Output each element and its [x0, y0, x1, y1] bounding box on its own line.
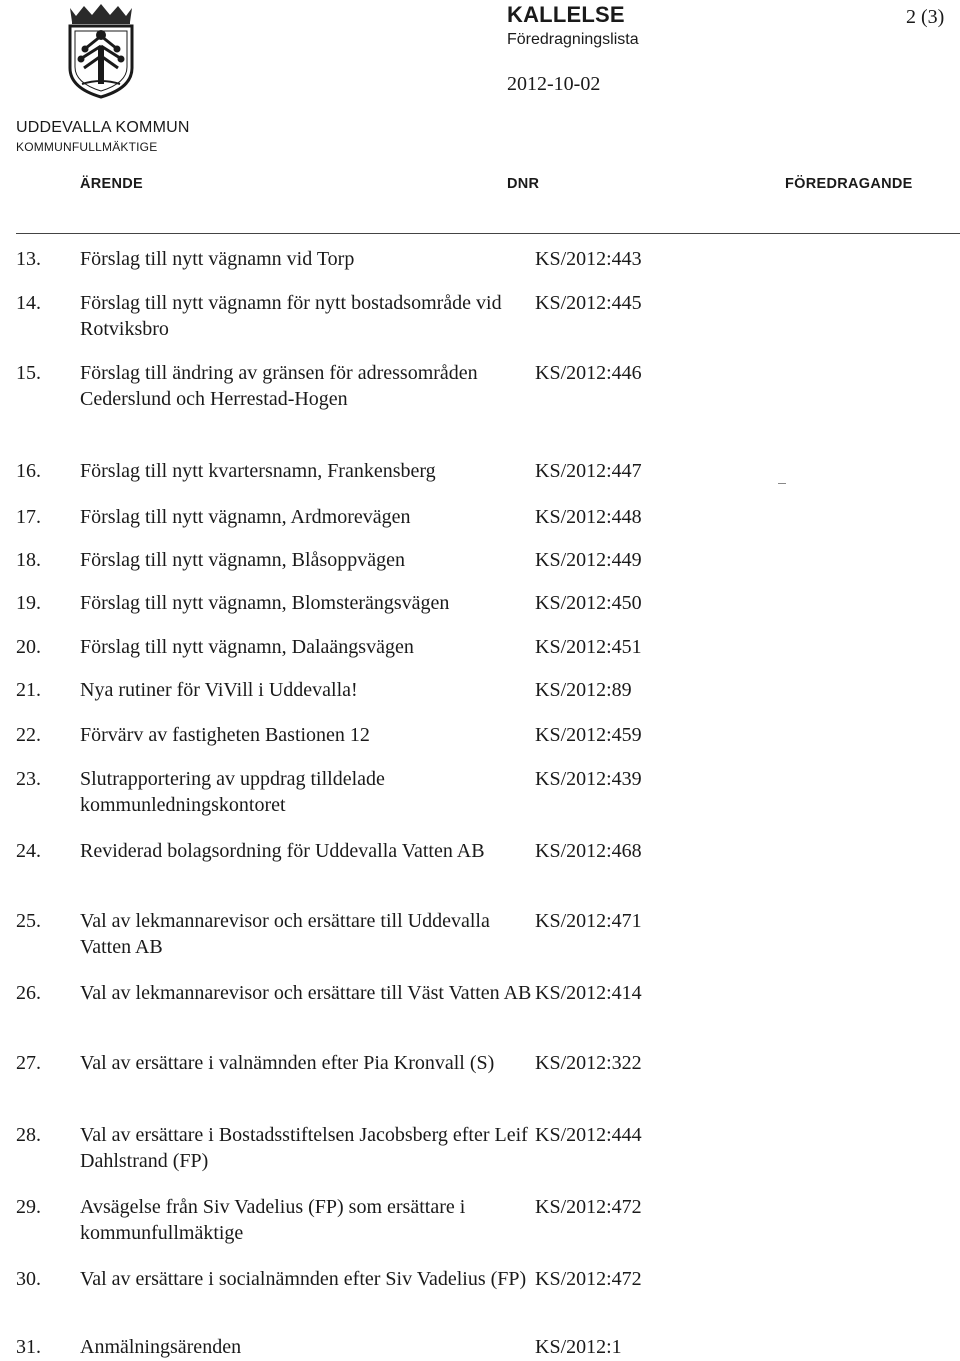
- agenda-item-dnr: KS/2012:448: [535, 506, 642, 528]
- agenda-item-number: 31.: [16, 1336, 41, 1358]
- agenda-item-title: Förvärv av fastigheten Bastionen 12: [80, 724, 370, 746]
- agenda-item-title: Förslag till nytt vägnamn, Blomsterängsvägen: [80, 592, 450, 614]
- agenda-item-dnr: KS/2012:451: [535, 636, 642, 658]
- agenda-item-dnr: KS/2012:450: [535, 592, 642, 614]
- agenda-item-title: Förslag till nytt vägnamn, Ardmorevägen: [80, 506, 411, 528]
- agenda-item-dnr: KS/2012:446: [535, 362, 642, 384]
- agenda-item-dnr: KS/2012:1: [535, 1336, 622, 1358]
- agenda-item-dnr: KS/2012:89: [535, 679, 632, 701]
- document-date: 2012-10-02: [507, 73, 601, 95]
- agenda-item-title: Val av ersättare i valnämnden efter Pia Kronvall (S): [80, 1052, 495, 1074]
- agenda-item-number: 15.: [16, 362, 41, 384]
- agenda-item-dnr: KS/2012:471: [535, 910, 642, 932]
- agenda-item-dnr: KS/2012:459: [535, 724, 642, 746]
- agenda-item-title: Förslag till nytt vägnamn, Blåsoppvägen: [80, 549, 405, 571]
- agenda-item-dnr: KS/2012:443: [535, 248, 642, 270]
- agenda-item-number: 23.: [16, 768, 41, 790]
- agenda-item-number: 29.: [16, 1196, 41, 1218]
- agenda-item-number: 17.: [16, 506, 41, 528]
- agenda-item-title: Val av lekmannarevisor och ersättare till Uddevalla Vatten AB: [80, 910, 490, 958]
- agenda-item-number: 16.: [16, 460, 41, 482]
- agenda-item-number: 20.: [16, 636, 41, 658]
- document-title: KALLELSE: [507, 2, 625, 27]
- agenda-item-number: 22.: [16, 724, 41, 746]
- agenda-item-dnr: KS/2012:472: [535, 1196, 642, 1218]
- agenda-item-dnr: KS/2012:447: [535, 460, 642, 482]
- agenda-item-dnr: KS/2012:449: [535, 549, 642, 571]
- agenda-item-title: Förslag till nytt vägnamn, Dalaängsvägen: [80, 636, 414, 658]
- organization-name: UDDEVALLA KOMMUN: [16, 119, 190, 136]
- document-subtitle: Föredragningslista: [507, 31, 639, 48]
- agenda-item-number: 13.: [16, 248, 41, 270]
- agenda-item-number: 25.: [16, 910, 41, 932]
- agenda-item-number: 19.: [16, 592, 41, 614]
- agenda-item-title: Val av ersättare i socialnämnden efter Siv Vadelius (FP): [80, 1268, 527, 1290]
- agenda-item-title: Val av ersättare i Bostadsstiftelsen Jacobsberg efter Leif Dahlstrand (FP): [80, 1124, 528, 1172]
- agenda-item-title: Förslag till nytt kvartersnamn, Frankensberg: [80, 460, 436, 482]
- column-header-foredragande: FÖREDRAGANDE: [785, 176, 913, 192]
- agenda-item-title: Avsägelse från Siv Vadelius (FP) som ersättare i kommunfullmäktige: [80, 1196, 466, 1244]
- agenda-item-number: 26.: [16, 982, 41, 1004]
- agenda-item-title: Nya rutiner för ViVill i Uddevalla!: [80, 679, 358, 701]
- agenda-item-dnr: KS/2012:322: [535, 1052, 642, 1074]
- agenda-item-dnr: KS/2012:414: [535, 982, 642, 1004]
- agenda-item-number: 14.: [16, 292, 41, 314]
- agenda-item-number: 27.: [16, 1052, 41, 1074]
- agenda-item-number: 21.: [16, 679, 41, 701]
- agenda-item-title: Val av lekmannarevisor och ersättare till Väst Vatten AB: [80, 982, 532, 1004]
- agenda-item-number: 24.: [16, 840, 41, 862]
- agenda-item-number: 28.: [16, 1124, 41, 1146]
- agenda-item-dnr: KS/2012:472: [535, 1268, 642, 1290]
- agenda-item-title: Förslag till nytt vägnamn vid Torp: [80, 248, 355, 270]
- agenda-item-dnr: KS/2012:439: [535, 768, 642, 790]
- organization-subunit: KOMMUNFULLMÄKTIGE: [16, 140, 158, 154]
- agenda-item-title: Förslag till ändring av gränsen för adressområden Cederslund och Herrestad-Hogen: [80, 362, 478, 410]
- agenda-item-dnr: KS/2012:468: [535, 840, 642, 862]
- page-number: 2 (3): [906, 6, 945, 28]
- column-header-arende: ÄRENDE: [80, 176, 144, 192]
- agenda-item-title: Anmälningsärenden: [80, 1336, 242, 1358]
- agenda-item-number: 18.: [16, 549, 41, 571]
- agenda-item-dnr: KS/2012:445: [535, 292, 642, 314]
- agenda-item-number: 30.: [16, 1268, 41, 1290]
- agenda-item-dnr: KS/2012:444: [535, 1124, 642, 1146]
- column-header-dnr: DNR: [507, 176, 540, 192]
- agenda-item-title: Förslag till nytt vägnamn för nytt bostadsområde vid Rotviksbro: [80, 292, 502, 340]
- agenda-item-title: Slutrapportering av uppdrag tilldelade kommunledningskontoret: [80, 768, 385, 816]
- agenda-item-title: Reviderad bolagsordning för Uddevalla Vatten AB: [80, 840, 485, 862]
